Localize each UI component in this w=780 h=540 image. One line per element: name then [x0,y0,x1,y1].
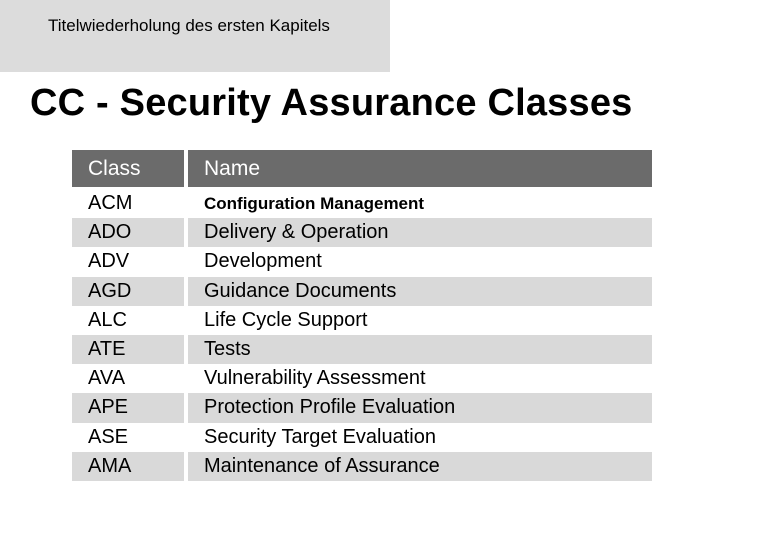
class-name: Vulnerability Assessment [204,367,426,390]
table-row [72,452,652,481]
chapter-header-box [0,0,390,72]
table-row [72,423,652,452]
table-row [72,189,652,218]
table-row [72,393,652,422]
class-name: Tests [188,335,652,364]
assurance-classes-table [72,150,652,481]
slide-title: CC - Security Assurance Classes [30,82,633,124]
class-name: Protection Profile Evaluation [188,393,652,422]
table-row [72,335,652,364]
class-code: APE [72,393,184,422]
table-row [72,306,652,335]
class-code: AGD [72,277,184,306]
class-name: Maintenance of Assurance [188,452,652,481]
class-name: Life Cycle Support [204,308,368,331]
class-code: ACM [88,192,133,215]
class-name: Guidance Documents [188,277,652,306]
class-code: ALC [88,308,127,331]
class-code: AVA [88,367,126,390]
chapter-header-text: Titelwiederholung des ersten Kapitels [48,16,330,35]
class-code: ADV [88,250,130,273]
class-name: Delivery & Operation [188,218,652,247]
class-name: Security Target Evaluation [204,425,436,448]
class-name: Configuration Management [204,193,425,213]
class-code: ASE [88,425,129,448]
table-row [72,218,652,247]
class-code: ATE [72,335,184,364]
table-row [72,247,652,276]
table-header-row [72,150,652,187]
table-row [72,277,652,306]
column-header-class: Class [72,150,184,187]
class-name: Development [204,250,322,273]
column-header-name: Name [188,150,652,187]
class-code: AMA [72,452,184,481]
table-row [72,364,652,393]
class-code: ADO [72,218,184,247]
